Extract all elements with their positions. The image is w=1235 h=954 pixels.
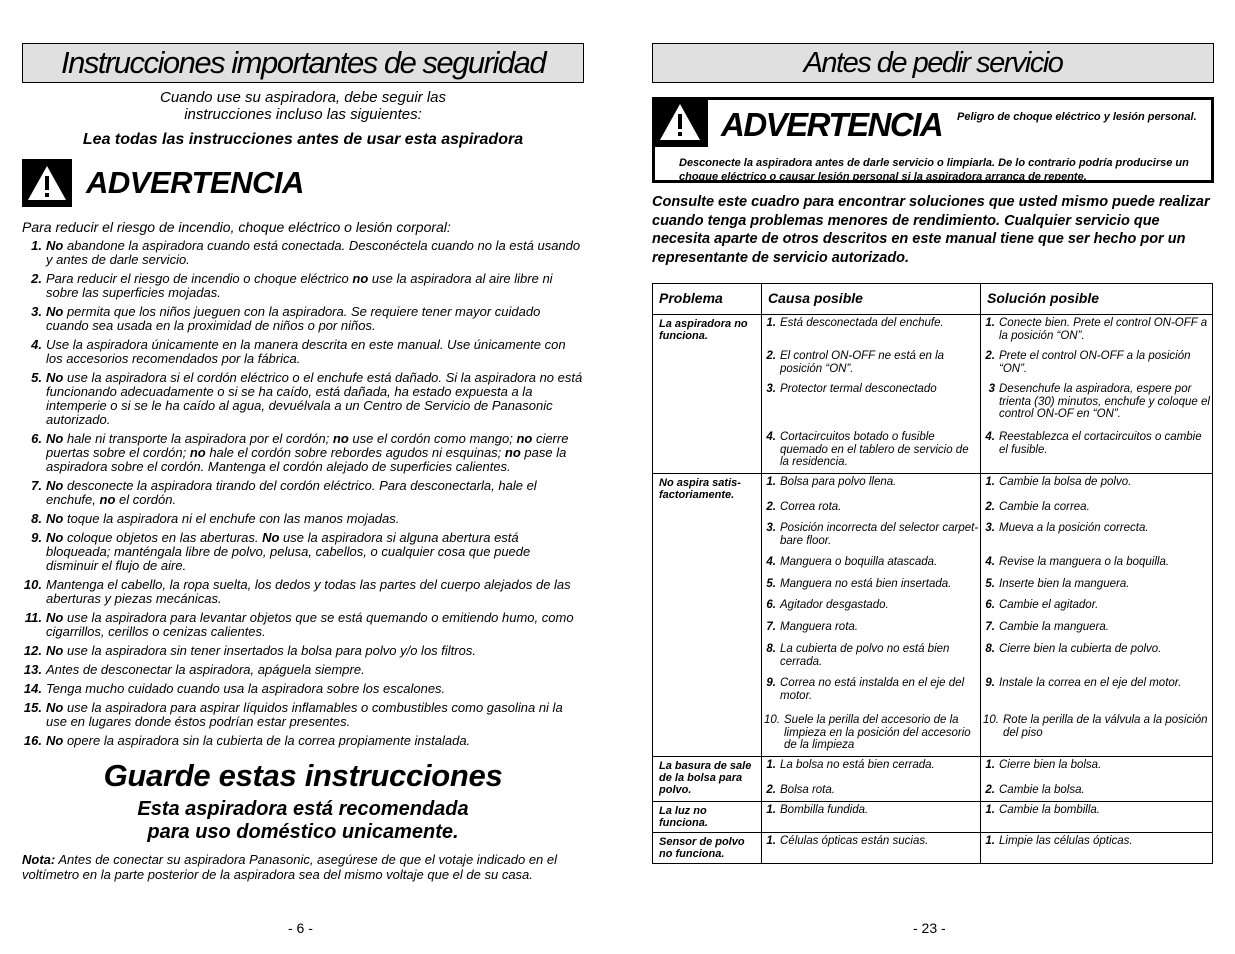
rule-text [46, 432, 584, 474]
rule-emphasis: No [46, 511, 64, 526]
household-use-notice [22, 798, 584, 844]
rule-number: 12. [23, 643, 42, 658]
solution-cell [981, 315, 1213, 474]
item-text: Suele la perilla del accesorio de la limpieza en la posición del accesorio de la limpieza [784, 714, 971, 751]
rule-text [46, 371, 584, 427]
item-text: Cambie la bolsa. [999, 784, 1085, 796]
item-number: 3. [766, 383, 776, 395]
rule-body: abandone la aspiradora cuando está conectada. Desconéctela cuando no la está usando y antes de darle servicio. [46, 238, 581, 267]
rule-text [46, 734, 584, 748]
cause-item [762, 383, 980, 421]
item-text: La cubierta de polvo no está bien cerrada. [780, 643, 950, 668]
item-number: 2. [766, 350, 776, 362]
item-text: La bolsa no está bien cerrada. [780, 759, 935, 771]
list-item [22, 239, 584, 267]
item-number: 1. [766, 759, 776, 771]
problem-cell: Sensor de polvo no funciona. [653, 833, 762, 864]
item-number: 3. [766, 522, 776, 534]
item-text: Correa rota. [780, 501, 842, 513]
table-row [653, 757, 1213, 802]
cause-item [762, 621, 980, 634]
item-number: 1. [766, 317, 776, 329]
left-page [22, 0, 584, 882]
list-item [22, 479, 584, 507]
item-number: 8. [985, 643, 995, 655]
solution-item [981, 835, 1212, 848]
item-number: 5. [766, 578, 776, 590]
solution-item [981, 431, 1212, 469]
item-number: 1. [985, 476, 995, 488]
header-cause: Causa posible [762, 284, 981, 315]
note-label: Nota: [22, 852, 56, 867]
item-number: 1. [985, 804, 995, 816]
item-number: 1. [985, 759, 995, 771]
list-item [22, 644, 584, 658]
item-number: 1. [985, 835, 995, 847]
rule-number: 2. [31, 271, 42, 286]
rule-number: 3. [31, 304, 42, 319]
item-number: 4. [766, 431, 776, 443]
warning-box [652, 97, 1214, 183]
troubleshooting-table [652, 283, 1213, 864]
solution-item [981, 677, 1212, 702]
rule-body: Antes de desconectar la aspiradora, apáguela siempre. [46, 662, 365, 677]
rule-text [46, 338, 584, 366]
list-item [22, 305, 584, 333]
solution-item [981, 501, 1212, 514]
item-number: 1. [766, 476, 776, 488]
rule-emphasis: no [332, 431, 349, 446]
item-text: Agitador desgastado. [780, 599, 889, 611]
item-text: Cierre bien la bolsa. [999, 759, 1102, 771]
item-text: Protector termal desconectado [780, 383, 937, 395]
rule-body: use la aspiradora para levantar objetos que se está quemando o emitiendo humo, como cigarrillos, cerillos o cenizas calientes. [46, 610, 574, 639]
rule-body: Use la aspiradora únicamente en la manera descrita en este manual. Use únicamente con los accesorios recomendados por la fábrica. [46, 337, 566, 366]
cause-item [762, 556, 980, 569]
item-text: Cambie la bolsa de polvo. [999, 476, 1132, 488]
item-number: 9. [985, 677, 995, 689]
item-text: Bolsa rota. [780, 784, 835, 796]
item-number: 2. [985, 784, 995, 796]
item-text: Cierre bien la cubierta de polvo. [999, 643, 1162, 655]
rule-text [46, 578, 584, 606]
consult-paragraph: Consulte este cuadro para encontrar soluciones que usted mismo puede realizar cuando tenga problemas menores de rendimiento. Cualquier servicio que necesita aparte de otros descritos en este manual tiene que ser hecho por un representante de servicio autorizado. [652, 194, 1210, 266]
item-number: 5. [985, 578, 995, 590]
item-number: 8. [766, 643, 776, 655]
item-text: Cambie la manguera. [999, 621, 1109, 633]
rule-number: 4. [31, 337, 42, 352]
rule-emphasis: no [504, 445, 521, 460]
rule-number: 6. [31, 431, 42, 446]
item-text: Cambie el agitador. [999, 599, 1099, 611]
rule-emphasis: No [46, 304, 64, 319]
rule-body: use la aspiradora al aire libre ni sobre las superficies mojadas. [46, 271, 553, 300]
item-text: Cambie la correa. [999, 501, 1090, 513]
rule-emphasis: No [46, 370, 64, 385]
item-text: Conecte bien. Prete el control ON-OFF a la posición “ON”. [999, 317, 1208, 342]
list-item [22, 578, 584, 606]
rule-number: 11. [24, 610, 42, 625]
rule-body: use la aspiradora para aspirar líquidos inflamables o combustibles como gasolina ni la use en lugares donde éstos podrían estar presentes. [46, 700, 563, 729]
item-text: Mueva a la posición correcta. [999, 522, 1149, 534]
rule-number: 16. [23, 733, 42, 748]
cause-item [762, 759, 980, 772]
item-text: Cortacircuitos botado o fusible quemado en el tablero de servicio de la residencia. [780, 431, 969, 468]
solution-item [981, 621, 1212, 634]
warning-word: ADVERTENCIA [86, 165, 304, 200]
solution-item [981, 522, 1212, 547]
item-number: 4. [985, 431, 995, 443]
rule-body: toque la aspiradora ni el enchufe con las manos mojadas. [63, 511, 400, 526]
cause-item [762, 804, 980, 817]
right-page [652, 0, 1214, 864]
list-item [22, 531, 584, 573]
rule-emphasis: No [46, 610, 64, 625]
rule-emphasis: No [46, 431, 64, 446]
item-number: 7. [766, 621, 776, 633]
item-number: 2. [985, 501, 995, 513]
warning-body: Desconecte la aspiradora antes de darle servicio o limpiarla. De lo contrario podría producirse un choque eléctrico o causar lesión personal si la aspiradora arranca de repente. [679, 157, 1189, 183]
item-number: 1. [985, 317, 995, 329]
cause-item [762, 350, 980, 375]
cause-item [762, 431, 980, 469]
rule-body: use la aspiradora si alguna abertura está bloqueada; manténgala libre de polvo, pelusa, cabellos, o cualquier cosa que puede disminuir el flujo de aire. [46, 530, 531, 573]
cause-item [762, 317, 980, 342]
solution-cell [981, 802, 1213, 833]
rule-text [46, 682, 584, 696]
rule-emphasis: No [46, 530, 64, 545]
cause-cell [762, 315, 981, 474]
item-text: Prete el control ON-OFF a la posición “ON”. [999, 350, 1191, 375]
rule-body: el cordón. [115, 492, 177, 507]
note-text: Antes de conectar su aspiradora Panasonic, asegúrese de que el votaje indicado en el voltímetro en la parte posterior de la aspiradora sea del mismo voltaje que el de su casa. [22, 852, 558, 882]
item-text: Cambie la bombilla. [999, 804, 1100, 816]
solution-item [981, 643, 1212, 668]
rule-body: coloque objetos en las aberturas. [63, 530, 263, 545]
rule-body: hale el cordón sobre rebordes agudos ni esquinas; [205, 445, 505, 460]
problem-cell: La aspiradora no funciona. [653, 315, 762, 474]
list-item [22, 734, 584, 748]
rule-number: 7. [31, 478, 42, 493]
service-title: Antes de pedir servicio [803, 46, 1063, 79]
item-text: Bombilla fundida. [780, 804, 869, 816]
rule-body: Para reducir el riesgo de incendio o choque eléctrico [46, 271, 353, 286]
rule-number: 10. [23, 577, 42, 592]
cause-item [762, 835, 980, 848]
item-text: Posición incorrecta del selector carpet-bare floor. [780, 522, 979, 547]
rule-emphasis: No [46, 700, 64, 715]
problem-cell: La basura de sale de la bolsa para polvo. [653, 757, 762, 802]
item-number: 10. [764, 714, 780, 726]
household-line-2: para uso doméstico unicamente. [147, 821, 459, 843]
rule-text [46, 644, 584, 658]
rule-body: opere la aspiradora sin la cubierta de la correa propiamente instalada. [63, 733, 471, 748]
warning-word: ADVERTENCIA [721, 106, 943, 143]
list-item [22, 432, 584, 474]
cause-item [762, 643, 980, 668]
list-item [22, 701, 584, 729]
item-number: 2. [766, 784, 776, 796]
cause-item [762, 522, 980, 547]
service-title-banner [652, 43, 1214, 83]
solution-cell [981, 833, 1213, 864]
list-item [22, 682, 584, 696]
rule-text [46, 272, 584, 300]
header-problem: Problema [653, 284, 762, 315]
cause-item [762, 714, 980, 752]
cause-item [762, 677, 980, 702]
safety-title: Instrucciones importantes de seguridad [61, 45, 546, 80]
list-item [22, 338, 584, 366]
item-text: Limpie las células ópticas. [999, 835, 1133, 847]
voltage-note [22, 852, 584, 882]
table-row [653, 474, 1213, 757]
rule-number: 9. [31, 530, 42, 545]
rule-body: Mantenga el cabello, la ropa suelta, los dedos y todas las partes del cuerpo alejados de las aberturas y piezas mecánicas. [46, 577, 571, 606]
rule-body: hale ni transporte la aspiradora por el cordón; [63, 431, 333, 446]
header-solution: Solución posible [981, 284, 1213, 315]
solution-item [981, 714, 1212, 752]
cause-item [762, 476, 980, 489]
item-text: Instale la correa en el eje del motor. [999, 677, 1182, 689]
cause-cell [762, 474, 981, 757]
rule-body: use la aspiradora sin tener insertados la bolsa para polvo y/o los filtros. [63, 643, 476, 658]
item-number: 1. [766, 835, 776, 847]
item-number: 4. [985, 556, 995, 568]
safety-rules-list [22, 239, 584, 748]
rule-body: Tenga mucho cuidado cuando usa la aspiradora sobre los escalones. [46, 681, 446, 696]
item-text: Desenchufe la aspiradora, espere por trienta (30) minutos, enchufe y coloque el control ON-OF en “ON”. [999, 383, 1210, 420]
solution-item [981, 317, 1212, 342]
rule-text [46, 663, 584, 677]
warning-triangle-icon [22, 159, 72, 207]
item-text: Manguera o boquilla atascada. [780, 556, 938, 568]
item-number: 2. [766, 501, 776, 513]
solution-cell [981, 757, 1213, 802]
warning-triangle-icon [652, 97, 708, 147]
cause-item [762, 501, 980, 514]
item-number: 3 [988, 383, 995, 395]
rule-number: 13. [23, 662, 42, 677]
solution-item [981, 476, 1212, 489]
item-number: 6. [985, 599, 995, 611]
rule-number: 1. [31, 238, 42, 253]
rule-body: use la aspiradora si el cordón eléctrico o el enchufe está dañado. Si la aspiradora no está funcionando adecuadamente o si se ha caído, está dañada, ha estado expuesta a la intemperie o si se le ha caído al agua, devuélvala a un Centro de Servicio de Panasonic autorizado. [46, 370, 583, 427]
intro-line-2: instrucciones incluso las siguientes: [184, 106, 422, 123]
item-number: 6. [766, 599, 776, 611]
rule-emphasis: no [352, 271, 369, 286]
solution-item [981, 784, 1212, 797]
item-text: Correa no está instalda en el eje del motor. [780, 677, 965, 702]
rule-text [46, 239, 584, 267]
solution-item [981, 804, 1212, 817]
cause-cell [762, 757, 981, 802]
rule-emphasis: no [189, 445, 206, 460]
solution-item [981, 759, 1212, 772]
rule-text [46, 611, 584, 639]
rule-emphasis: no [99, 492, 116, 507]
solution-item [981, 578, 1212, 591]
list-item [22, 272, 584, 300]
item-text: Manguera no está bien insertada. [780, 578, 952, 590]
list-item [22, 663, 584, 677]
item-text: El control ON-OFF ne está en la posición “ON”. [780, 350, 945, 375]
rule-text [46, 701, 584, 729]
rule-emphasis: No [46, 643, 64, 658]
cause-item [762, 784, 980, 797]
read-all-instructions: Lea todas las instrucciones antes de usar esta aspiradora [82, 131, 524, 148]
solution-item [981, 599, 1212, 612]
intro-text [22, 89, 584, 123]
rule-number: 15. [23, 700, 42, 715]
rule-emphasis: no [516, 431, 533, 446]
rule-text [46, 479, 584, 507]
cause-cell [762, 833, 981, 864]
rule-body: cierre puertas sobre el cordón; [46, 431, 569, 460]
item-number: 9. [766, 677, 776, 689]
rule-number: 14. [23, 681, 42, 696]
item-number: 10. [983, 714, 999, 726]
rule-emphasis: No [46, 733, 64, 748]
rule-text [46, 305, 584, 333]
page-number-right: - 23 - [913, 920, 946, 936]
problem-cell: No aspira satis-factoriamente. [653, 474, 762, 757]
rules-lead: Para reducir el riesgo de incendio, choque eléctrico o lesión corporal: [22, 219, 451, 235]
rule-emphasis: No [46, 238, 64, 253]
item-text: Está desconectada del enchufe. [780, 317, 944, 329]
item-text: Manguera rota. [780, 621, 858, 633]
problem-cell: La luz no funciona. [653, 802, 762, 833]
item-text: Reestablezca el cortacircuitos o cambie el fusible. [999, 431, 1202, 456]
item-text: Células ópticas están sucias. [780, 835, 929, 847]
item-text: Rote la perilla de la válvula a la posición del piso [1003, 714, 1208, 739]
solution-cell [981, 474, 1213, 757]
rule-text [46, 531, 584, 573]
rule-body: desconecte la aspiradora tirando del cordón eléctrico. Para desconectarla, hale el enchufe, [46, 478, 537, 507]
intro-line-1: Cuando use su aspiradora, debe seguir las [159, 89, 447, 106]
item-number: 3. [985, 522, 995, 534]
rule-body: permita que los niños jueguen con la aspiradora. Se requiere tener mayor cuidado cuando sea usada en la proximidad de niños o por niños. [46, 304, 541, 333]
item-text: Bolsa para polvo llena. [780, 476, 897, 488]
rule-emphasis: No [262, 530, 280, 545]
solution-item [981, 556, 1212, 569]
page-number-left: - 6 - [288, 920, 313, 936]
rule-number: 5. [31, 370, 42, 385]
warning-hazard: Peligro de choque eléctrico y lesión personal. [957, 111, 1197, 123]
table-row [653, 833, 1213, 864]
solution-item [981, 383, 1212, 421]
cause-item [762, 578, 980, 591]
rule-body: pase la aspiradora sobre el cordón. Mantenga el cordón alejado de superficies calientes. [46, 445, 567, 474]
list-item [22, 611, 584, 639]
rule-emphasis: No [46, 478, 64, 493]
rule-body: use el cordón como mango; [348, 431, 517, 446]
solution-item [981, 350, 1212, 375]
item-number: 7. [985, 621, 995, 633]
cause-item [762, 599, 980, 612]
table-header-row [653, 284, 1213, 315]
table-row [653, 802, 1213, 833]
warning-heading [22, 159, 584, 207]
item-number: 1. [766, 804, 776, 816]
list-item [22, 512, 584, 526]
rule-text [46, 512, 584, 526]
item-text: Inserte bien la manguera. [999, 578, 1130, 590]
rule-number: 8. [31, 511, 42, 526]
table-row [653, 315, 1213, 474]
save-instructions-title: Guarde estas instrucciones [103, 758, 503, 793]
item-text: Revise la manguera o la boquilla. [999, 556, 1170, 568]
safety-title-banner [22, 43, 584, 83]
item-number: 2. [985, 350, 995, 362]
household-line-1: Esta aspiradora está recomendada [137, 798, 469, 820]
cause-cell [762, 802, 981, 833]
list-item [22, 371, 584, 427]
item-number: 4. [766, 556, 776, 568]
